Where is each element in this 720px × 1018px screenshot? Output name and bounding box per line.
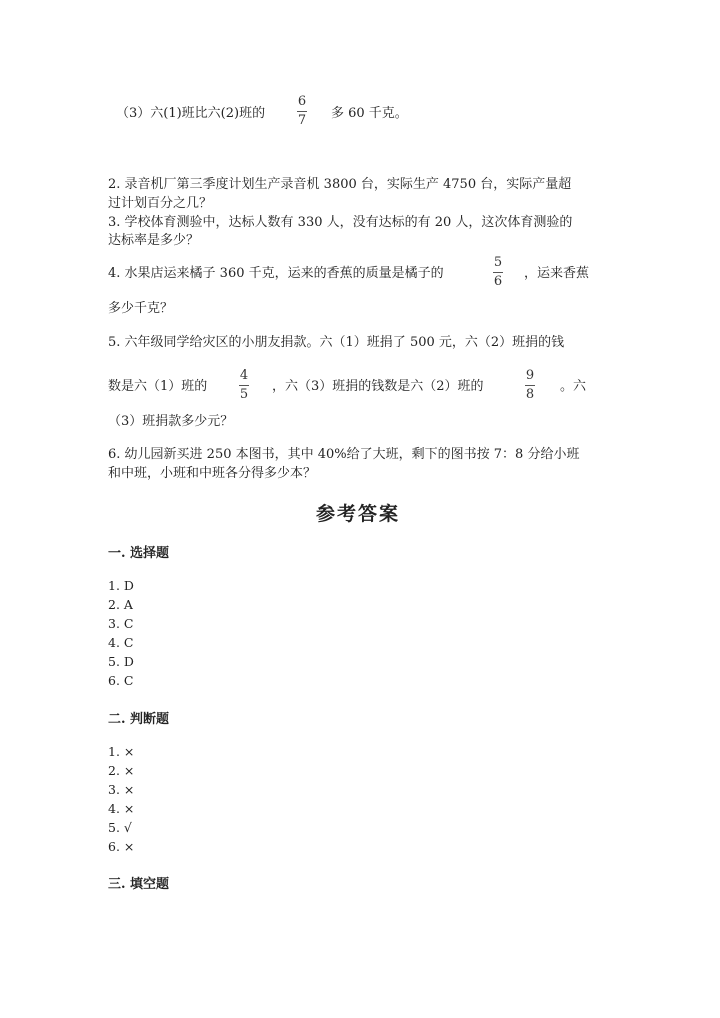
answer-item: 6. × — [108, 839, 135, 854]
fraction-5-6 — [493, 255, 503, 290]
fraction-bar — [239, 385, 249, 386]
answer-item: 4. × — [108, 801, 135, 816]
fraction-denominator: 5 — [239, 387, 249, 402]
problem-6-line1: 6. 幼儿园新买进 250 本图书，其中 40%给了大班，剩下的图书按 7：8 分给小班 — [108, 447, 580, 462]
problem-5-line1: 5. 六年级同学给灾区的小朋友捐款。六（1）班捐了 500 元，六（2）班捐的钱 — [108, 335, 565, 350]
fraction-bar — [297, 111, 307, 112]
problem-6-line2: 和中班，小班和中班各分得多少本？ — [108, 466, 317, 481]
answer-item: 2. × — [108, 763, 135, 778]
problem-3-line2: 达标率是多少？ — [108, 233, 200, 248]
answer-item: 4. C — [108, 635, 134, 650]
answer-item: 5. D — [108, 654, 134, 669]
fraction-6-7 — [297, 94, 307, 129]
fraction-denominator: 7 — [297, 113, 307, 128]
answer-item: 2. A — [108, 597, 133, 612]
fraction-4-5 — [239, 368, 249, 403]
fraction-denominator: 8 — [525, 387, 535, 402]
fraction-bar — [525, 385, 535, 386]
fraction-9-8 — [525, 368, 535, 403]
fraction-numerator: 9 — [525, 368, 535, 383]
answer-item: 5. √ — [108, 820, 132, 835]
problem-5-line2-b: ，六（3）班捐的钱数是六（2）班的 — [272, 379, 484, 394]
problem-1-sub3-text: （3）六(1)班比六(2)班的 — [116, 106, 266, 121]
answer-item: 1. D — [108, 578, 134, 593]
problem-4-text: 4. 水果店运来橘子 360 千克，运来的香蕉的质量是橘子的 — [108, 266, 444, 281]
problem-4-tail: ，运来香蕉 — [524, 266, 590, 281]
fraction-numerator: 6 — [297, 94, 307, 109]
fraction-bar — [493, 272, 503, 273]
section-heading-choice: 一. 选择题 — [108, 546, 170, 561]
fraction-numerator: 5 — [493, 255, 503, 270]
problem-4-line2: 多少千克？ — [108, 301, 174, 316]
answers-title: 参考答案 — [316, 503, 401, 525]
problem-3-line1: 3. 学校体育测验中，达标人数有 330 人，没有达标的有 20 人，这次体育测验的 — [108, 215, 573, 230]
answer-item: 6. C — [108, 673, 134, 688]
answer-list-judgement — [108, 742, 134, 856]
problem-2-line1: 2. 录音机厂第三季度计划生产录音机 3800 台，实际生产 4750 台，实际产量超 — [108, 177, 572, 192]
section-heading-judgement: 二. 判断题 — [108, 712, 170, 727]
problem-2-line2: 过计划百分之几？ — [108, 196, 213, 211]
problem-5-line3: （3）班捐款多少元？ — [108, 414, 234, 429]
problem-1-sub3-tail: 多 60 千克。 — [331, 106, 408, 121]
fraction-numerator: 4 — [239, 368, 249, 383]
answer-item: 3. C — [108, 616, 134, 631]
problem-5-line2-c: 。六 — [560, 379, 587, 394]
fraction-denominator: 6 — [493, 274, 503, 289]
answer-item: 1. × — [108, 744, 135, 759]
answer-list-choice — [108, 576, 134, 690]
section-heading-fill-blank: 三. 填空题 — [108, 877, 170, 892]
answer-item: 3. × — [108, 782, 135, 797]
problem-5-line2-a: 数是六（1）班的 — [108, 379, 208, 394]
